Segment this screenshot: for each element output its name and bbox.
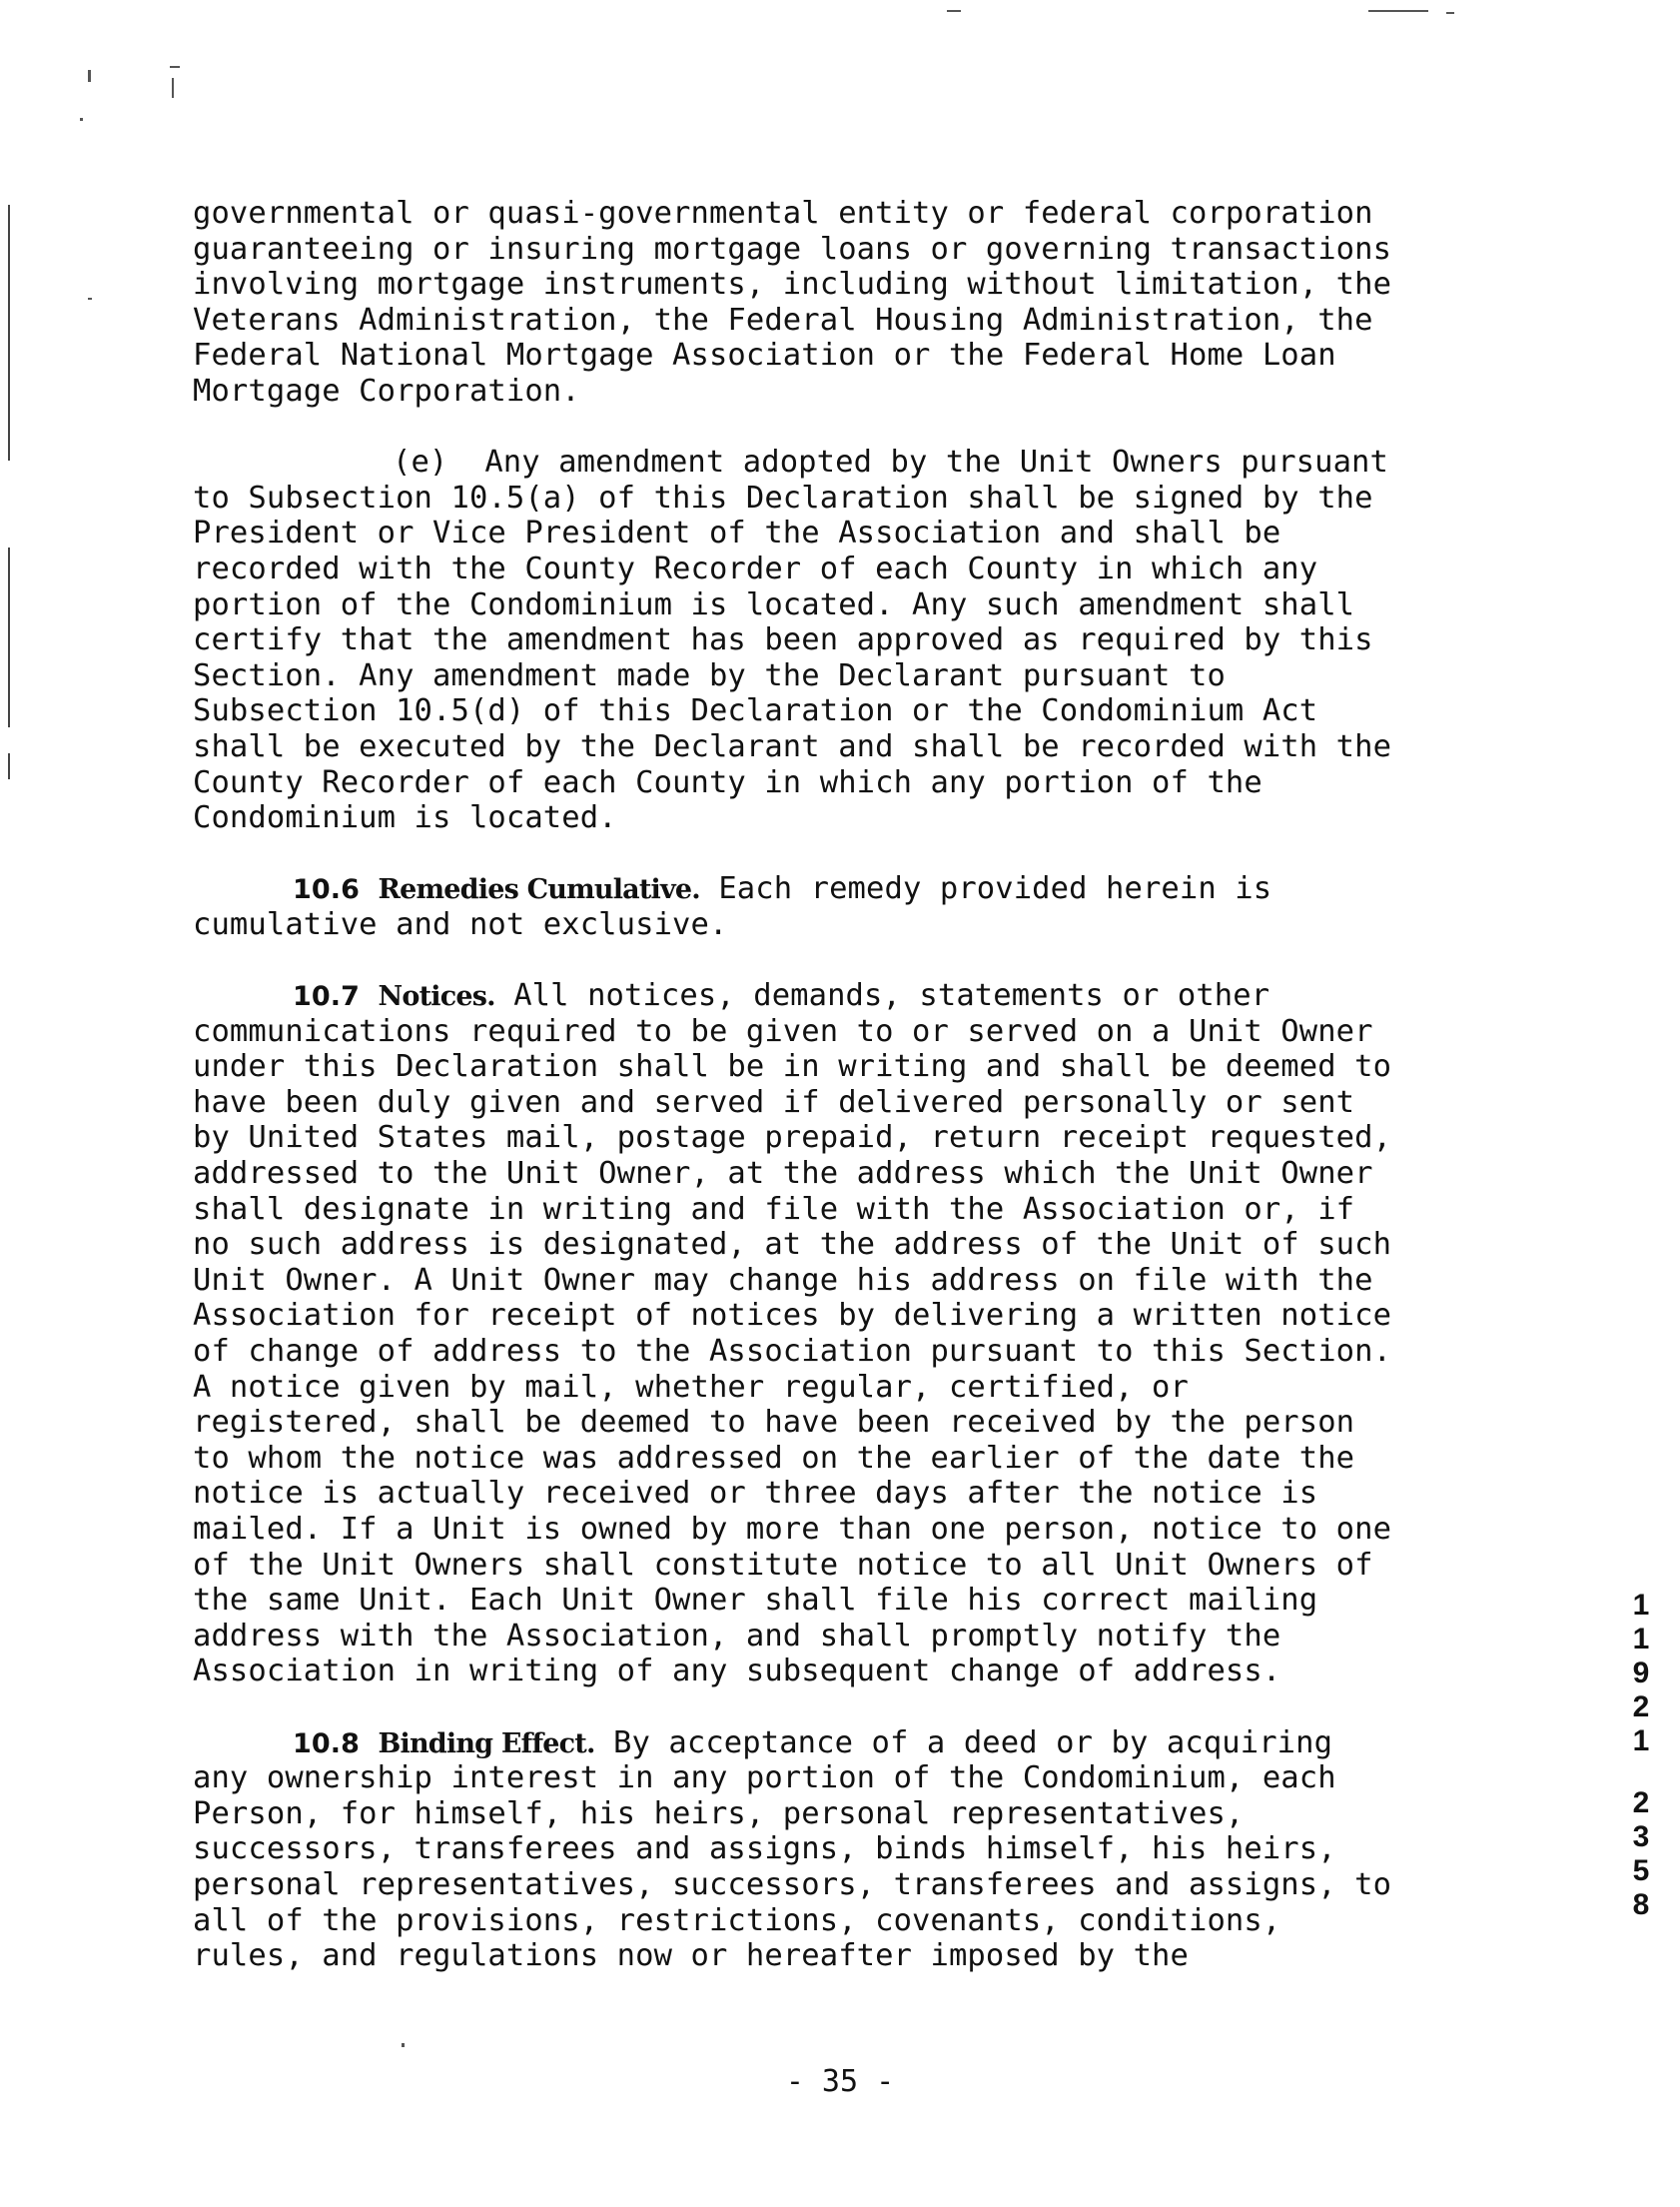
text-line: Association in writing of any subsequent change of address. — [193, 1654, 1281, 1689]
text-line: Section. Any amendment made by the Declarant pursuant to — [193, 657, 1226, 693]
margin-bar-2 — [8, 548, 10, 727]
section-10-6 — [193, 871, 1511, 942]
text-line: By acceptance of a deed or by acquiring — [594, 1724, 1333, 1760]
text-line: any ownership interest in any portion of the Condominium, each — [193, 1760, 1336, 1796]
text-line: successors, transferees and assigns, binds himself, his heirs, — [193, 1831, 1336, 1867]
text-line: mailed. If a Unit is owned by more than one person, notice to one — [193, 1511, 1392, 1547]
scan-mark-top — [947, 10, 961, 12]
recording-digit: 2 — [1632, 1690, 1650, 1723]
scan-mark-bottom — [402, 2043, 405, 2047]
text-line: to Subsection 10.5(a) of this Declaration shall be signed by the — [193, 480, 1373, 516]
recording-digit: 9 — [1632, 1656, 1650, 1689]
recording-digit: 2 — [1632, 1786, 1650, 1819]
text-line: rules, and regulations now or hereafter imposed by the — [193, 1938, 1189, 1974]
recording-digit: 1 — [1632, 1589, 1650, 1622]
scan-mark-top-right — [1368, 10, 1428, 12]
text-line: County Recorder of each County in which any portion of the — [193, 764, 1262, 800]
scan-mark-left-5 — [88, 298, 92, 300]
text-line: involving mortgage instruments, including without limitation, the — [193, 267, 1392, 303]
text-line: of change of address to the Association pursuant to this Section. — [193, 1334, 1392, 1369]
text-line: All notices, demands, statements or other — [494, 978, 1270, 1014]
recording-digit: 3 — [1632, 1820, 1650, 1853]
text-line: Unit Owner. A Unit Owner may change his address on file with the — [193, 1262, 1373, 1298]
section-10-7 — [193, 978, 1511, 1689]
text-line: shall be executed by the Declarant and shall be recorded with the — [193, 728, 1392, 764]
scan-mark-left-4 — [80, 118, 83, 121]
text-line: Mortgage Corporation. — [193, 373, 580, 409]
text-line: addressed to the Unit Owner, at the address which the Unit Owner — [193, 1156, 1373, 1192]
section-title: Remedies Cumulative. — [378, 874, 700, 906]
text-line: the same Unit. Each Unit Owner shall file his correct mailing — [193, 1583, 1318, 1619]
page-number: - 35 - — [785, 2064, 895, 2099]
text-line: registered, shall be deemed to have been received by the person — [193, 1405, 1355, 1441]
scan-mark-left-2 — [170, 66, 180, 68]
text-line: to whom the notice was addressed on the earlier of the date the — [193, 1440, 1355, 1476]
paragraph-subsection-e — [193, 445, 1511, 836]
section-heading-line — [193, 871, 1511, 907]
recording-digit: 1 — [1632, 1623, 1650, 1655]
document-body — [193, 196, 1511, 1974]
paragraph-continued — [193, 196, 1511, 410]
section-10-8 — [193, 1725, 1511, 1974]
text-line: recorded with the County Recorder of each County in which any — [193, 551, 1318, 586]
text-line: Veterans Administration, the Federal Housing Administration, the — [193, 302, 1373, 338]
text-line: guaranteeing or insuring mortgage loans or governing transactions — [193, 231, 1392, 267]
section-number: 10.8 — [293, 1727, 361, 1759]
recording-digit: 8 — [1632, 1888, 1650, 1921]
section-title: Notices. — [378, 981, 495, 1013]
section-number: 10.6 — [293, 874, 361, 906]
text-line: Association for receipt of notices by delivering a written notice — [193, 1298, 1392, 1334]
text-line: President or Vice President of the Association and shall be — [193, 516, 1281, 552]
scan-mark-left-1 — [88, 70, 91, 82]
text-line: cumulative and not exclusive. — [193, 906, 728, 942]
recording-number — [1626, 1589, 1656, 1922]
text-line: no such address is designated, at the address of the Unit of such — [193, 1227, 1392, 1263]
section-heading-line — [193, 1725, 1511, 1761]
text-line: Person, for himself, his heirs, personal representatives, — [193, 1795, 1245, 1831]
text-line: Subsection 10.5(d) of this Declaration or the Condominium Act — [193, 693, 1318, 729]
text-line: personal representatives, successors, transferees and assigns, to — [193, 1866, 1392, 1902]
recording-digit: 5 — [1632, 1854, 1650, 1887]
scan-mark-left-3 — [172, 78, 174, 98]
recording-digit: 1 — [1632, 1724, 1650, 1757]
text-line: have been duly given and served if delivered personally or sent — [193, 1084, 1355, 1120]
text-line: A notice given by mail, whether regular, certified, or — [193, 1369, 1189, 1405]
text-line: governmental or quasi-governmental entity or federal corporation — [193, 196, 1373, 231]
text-line: notice is actually received or three days after the notice is — [193, 1476, 1318, 1512]
text-line: communications required to be given to or served on a Unit Owner — [193, 1013, 1373, 1049]
text-line: under this Declaration shall be in writing and shall be deemed to — [193, 1049, 1392, 1085]
text-line: by United States mail, postage prepaid, return receipt requested, — [193, 1120, 1392, 1156]
section-number: 10.7 — [293, 981, 361, 1013]
text-line: address with the Association, and shall promptly notify the — [193, 1618, 1281, 1654]
section-heading-line — [193, 978, 1511, 1014]
text-line: all of the provisions, restrictions, covenants, conditions, — [193, 1902, 1281, 1938]
text-line: certify that the amendment has been approved as required by this — [193, 622, 1373, 658]
section-title: Binding Effect. — [378, 1727, 595, 1759]
text-line: (e) Any amendment adopted by the Unit Owners pursuant — [393, 445, 1388, 481]
margin-bar-3 — [8, 753, 10, 779]
scan-mark-top-right-dash — [1446, 12, 1454, 14]
text-line: portion of the Condominium is located. Any such amendment shall — [193, 586, 1355, 622]
text-line: Condominium is located. — [193, 800, 617, 836]
text-line: Federal National Mortgage Association or the Federal Home Loan — [193, 338, 1336, 374]
margin-bar-1 — [8, 205, 10, 461]
text-line: of the Unit Owners shall constitute notice to all Unit Owners of — [193, 1547, 1373, 1583]
text-line: Each remedy provided herein is — [699, 871, 1272, 907]
text-line: shall designate in writing and file with the Association or, if — [193, 1191, 1355, 1227]
